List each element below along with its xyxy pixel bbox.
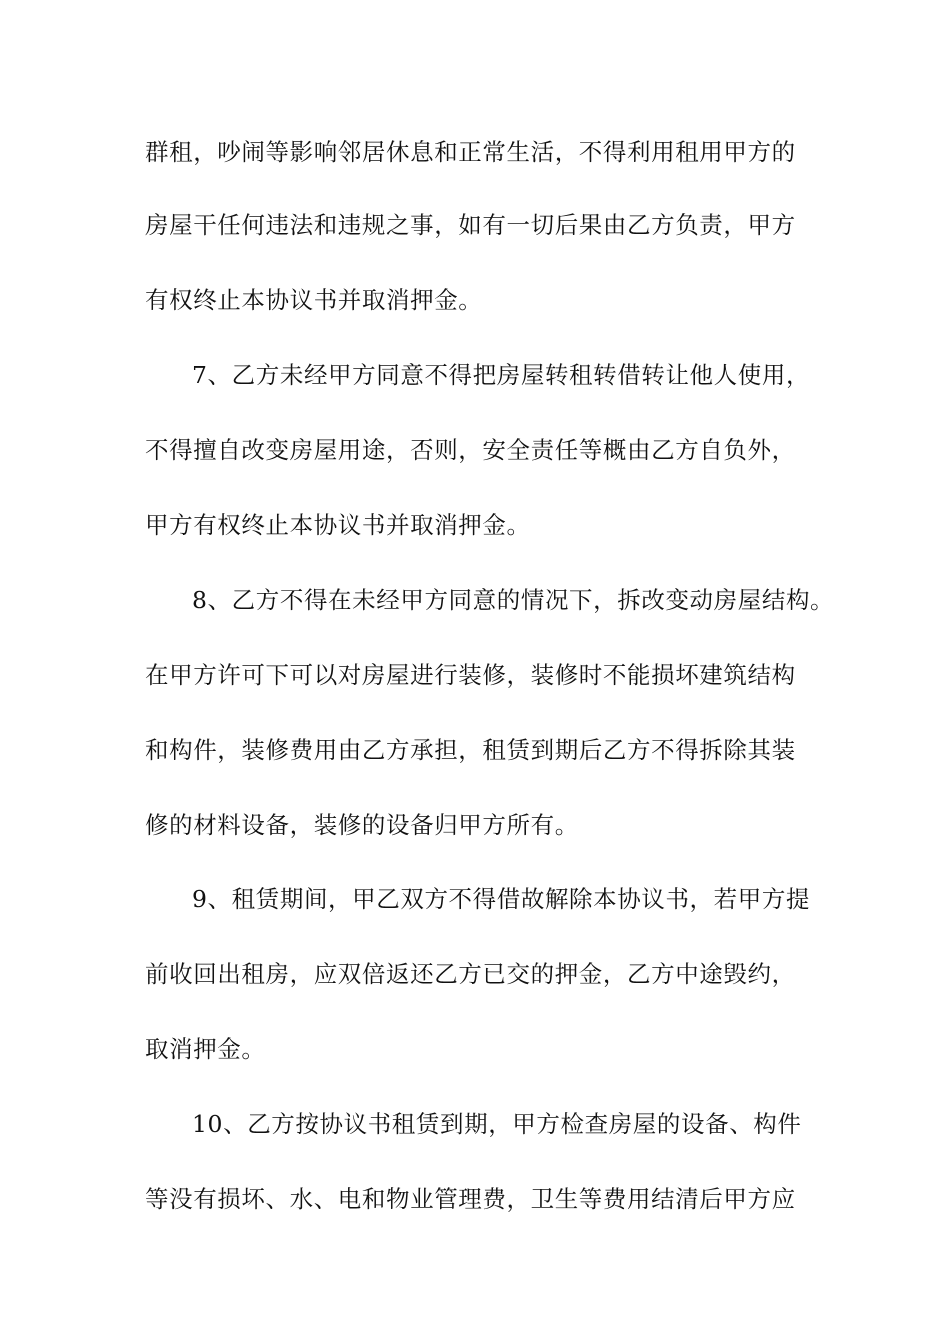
clause-7-line-3: 甲方有权终止本协议书并取消押金。 (145, 511, 531, 539)
clause-10-line-1: 10、乙方按协议书租赁到期，甲方检查房屋的设备、构件 (192, 1110, 802, 1138)
text-line-1: 群租，吵闹等影响邻居休息和正常生活，不得利用租用甲方的 (145, 138, 796, 166)
clause-10-line-2: 等没有损坏、水、电和物业管理费，卫生等费用结清后甲方应 (145, 1185, 796, 1213)
clause-9-line-1: 9、租赁期间，甲乙双方不得借故解除本协议书，若甲方提 (192, 885, 811, 913)
clause-8-line-1: 8、乙方不得在未经甲方同意的情况下，拆改变动房屋结构。 (192, 586, 835, 614)
clause-7-line-1: 7、乙方未经甲方同意不得把房屋转租转借转让他人使用， (192, 361, 811, 389)
clause-8-line-3: 和构件，装修费用由乙方承担，租赁到期后乙方不得拆除其装 (145, 736, 796, 764)
clause-8-line-4: 修的材料设备，装修的设备归甲方所有。 (145, 811, 579, 839)
clause-7-line-2: 不得擅自改变房屋用途，否则，安全责任等概由乙方自负外， (145, 436, 796, 464)
clause-9-line-2: 前收回出租房，应双倍返还乙方已交的押金，乙方中途毁约， (145, 960, 796, 988)
clause-8-line-2: 在甲方许可下可以对房屋进行装修，装修时不能损坏建筑结构 (145, 661, 796, 689)
text-line-3: 有权终止本协议书并取消押金。 (145, 286, 483, 314)
text-line-2: 房屋干任何违法和违规之事，如有一切后果由乙方负责，甲方 (145, 211, 796, 239)
clause-9-line-3: 取消押金。 (145, 1035, 266, 1063)
